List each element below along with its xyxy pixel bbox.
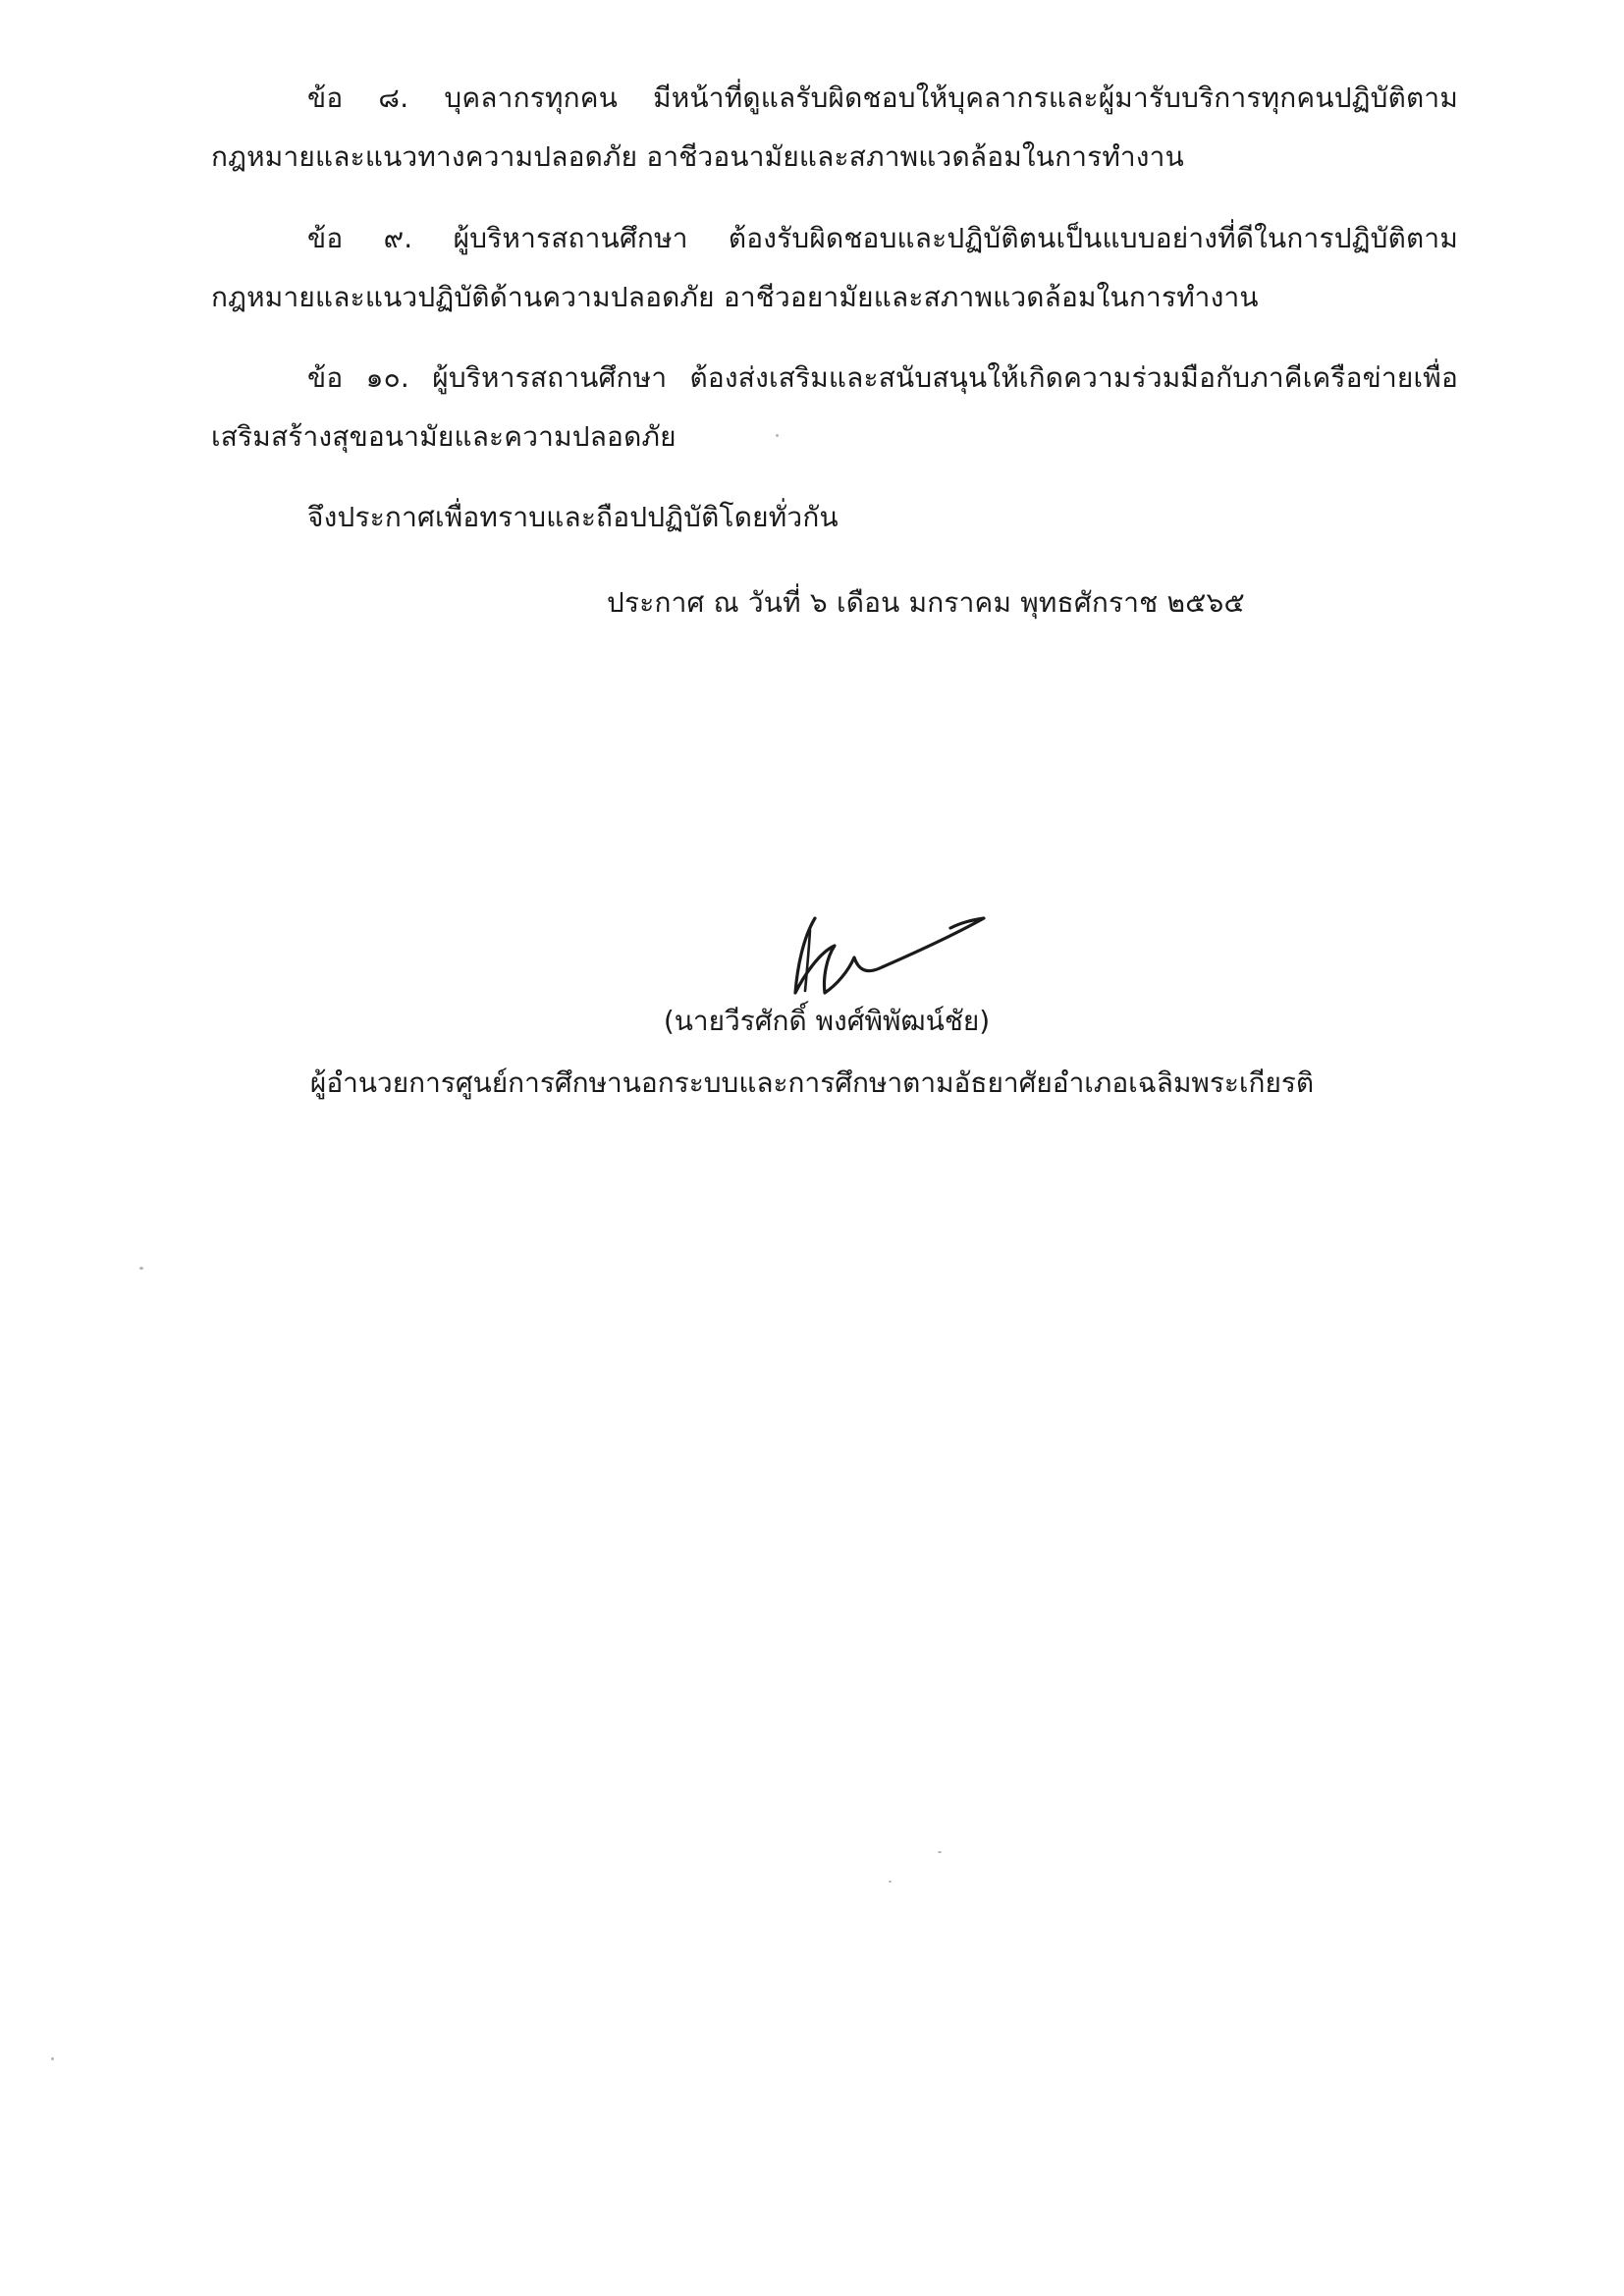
handwritten-signature — [776, 899, 997, 1002]
announcement-date: ประกาศ ณ วันที่ ๖ เดือน มกราคม พุทธศักราช ๒๕๖๕ — [607, 586, 1245, 619]
clause-9-line-1: ข้อ ๙. ผู้บริหารสถานศึกษา ต้องรับผิดชอบและปฏิบัติตนเป็นแบบอย่างที่ดีในการปฏิบัติตาม — [307, 222, 1458, 254]
scan-speck — [139, 1267, 143, 1270]
clause-10-line-1: ข้อ ๑๐. ผู้บริหารสถานศึกษา ต้องส่งเสริมและสนับสนุนให้เกิดความร่วมมือกับภาคีเครือข่ายเพื่อ — [307, 361, 1458, 394]
scan-speck — [889, 1881, 892, 1883]
clause-9-line-2: กฎหมายและแนวปฏิบัติด้านความปลอดภัย อาชีวอยามัยและสภาพแวดล้อมในการทำงาน — [211, 281, 1259, 313]
clause-8-line-2: กฎหมายและแนวทางความปลอดภัย อาชีวอนามัยและสภาพแวดล้อมในการทำงาน — [211, 140, 1184, 173]
closing-statement: จึงประกาศเพื่อทราบและถือปปฏิบัติโดยทั่วกัน — [307, 501, 839, 533]
scan-speck — [776, 434, 779, 437]
scan-speck — [51, 2057, 54, 2060]
clause-10-line-2: เสริมสร้างสุขอนามัยและความปลอดภัย — [211, 420, 677, 453]
clause-8-line-1: ข้อ ๘. บุคลากรทุกคน มีหน้าที่ดูแลรับผิดชอบให้บุคลากรและผู้มารับบริการทุกคนปฏิบัติตาม — [307, 82, 1458, 114]
signer-name: (นายวีรศักดิ์ พงศ์พิพัฒน์ชัย) — [663, 1005, 991, 1037]
signer-position: ผู้อำนวยการศูนย์การศึกษานอกระบบและการศึกษาตามอัธยาศัยอำเภอเฉลิมพระเกียรติ — [309, 1066, 1315, 1099]
scan-speck — [938, 1851, 942, 1853]
